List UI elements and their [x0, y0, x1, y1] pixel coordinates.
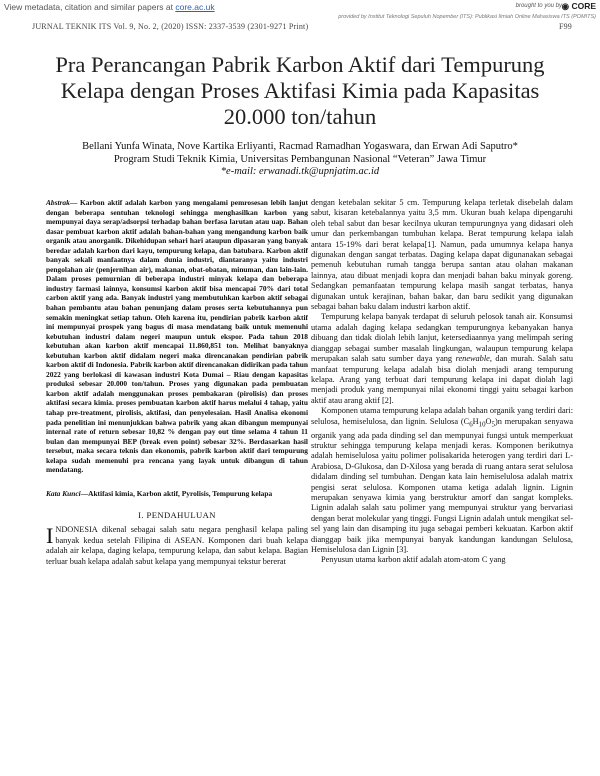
intro-smallcaps: NDONESIA: [55, 525, 98, 535]
paper-title: Pra Perancangan Pabrik Karbon Aktif dari Tempurung Kelapa dengan Proses Aktifasi Kimia pada Kapasitas 20.000 ton/tahun: [55, 52, 545, 129]
email: *e-mail: erwanadi.tk@upnjatim.ac.id: [220, 166, 380, 177]
p3-sub-1: 6: [469, 421, 473, 429]
core-domain-link[interactable]: core.ac.uk: [175, 2, 215, 12]
p3-sub-2: 10: [478, 421, 486, 429]
core-banner: [0, 0, 600, 24]
p3-text-a: Komponen utama tempurung kelapa adalah bahan organik yang terdiri dari: selulosa, hemiselulosa, dan lignin. Selulosa (C: [311, 406, 573, 426]
author-block: [40, 141, 560, 179]
page-number: F99: [558, 22, 572, 31]
section-heading: I. PENDAHULUAN: [138, 510, 216, 521]
view-metadata-link[interactable]: [4, 2, 215, 12]
journal-header: [32, 22, 572, 32]
abstract: [46, 198, 308, 475]
keywords-label: Kata Kunci: [46, 488, 81, 498]
left-column: [46, 198, 308, 567]
intro-paragraph: [46, 525, 308, 567]
brought-to-you-text: brought to you by: [515, 3, 562, 9]
p3-text-c: O: [485, 416, 492, 426]
journal-header-text: JURNAL TEKNIK ITS Vol. 9, No. 2, (2020) ISSN: 2337-3539 (2301-9271 Print): [32, 22, 309, 31]
core-logo-icon: ◉: [561, 1, 572, 11]
right-paragraph-3: [311, 406, 573, 555]
drop-cap: I: [46, 523, 54, 549]
affiliation: Program Studi Teknik Kimia, Universitas Pembangunan Nasional “Veteran” Jawa Timur: [113, 153, 487, 165]
p3-sub-3: 5: [491, 421, 495, 429]
keywords: [46, 489, 308, 499]
right-column: [311, 198, 573, 566]
p3-text-d: )n merupakan senyawa organik yang ada pada dinding sel dan mempunyai fungsi untuk memperkuat struktur sehingga tempurung kelapa menjadi keras. Komponen berikutnya adalah hemiselulosa yaitu polimer polisakarida heterogen yang terdiri dari L-Arabiosa, D-Glukosa, dan D-Xilosa yang berada di ruang antara serat selulosa didalam dinding sel tumbuhan. Dengan kata lain hemiselulosa adalah matrix pengisi serat selulosa. Komponen utama ketiga adalah lignin. Lignin merupakan senyawa kimia yang berstruktur amorf dan sangat kompleks. Lignin adalah salah satu polimer yang mempunyai struktur yang bervariasi dengan berat molekular yang tinggi. Fungsi Lignin adalah untuk mengikat sel-sel yang lain dan disamping itu juga sebagai pemberi kekuatan. Karbon aktif dianggap baik jika mempunyai banyak kandungan kandungan Selulosa, Hemiselulosa dan Lignin [3].: [311, 416, 573, 555]
intro-text: dikenal sebagai salah satu negara penghasil kelapa paling banyak kedua setelah Filipina di ASEAN. Komponen dari buah kelapa adalah air kelapa, daging kelapa, tempurung kelapa, dan sabut kelapa. Bagian terluar buah kelapa adalah sabut kelapa yang mempunyai tekstur bererat: [46, 525, 308, 566]
core-logo-text: CORE: [571, 1, 596, 11]
p3-text-b: H: [472, 416, 479, 426]
right-paragraph-1: dengan ketebalan sekitar 5 cm. Tempurung kelapa terletak disebelah dalam sabut, kisaran ketebalannya yaitu 3,5 mm. Ukuran buah kelapa dipengaruhi oleh tebal sabut dan besar kecilnya ukuran tempurungnya yang didasari oleh umur dan perkembangan tumbuhan kelapa. Berat tempurung kelapa ialah antara 15-19% dari berat kelapa[1]. Namun, pada umumnya kelapa hanya digunakan dengan sangat terbatas. Daging kelapa dapat digunanakan sebagai pemenuh kebutuhan rumah tangga berupa santan atau olahan makanan lainnya, atau dibuat menjadi kopra dan menjadi bahan baku minyak goreng. Sedangkan pemanfaatan tempurung kelapa masih sangat terbatas, hanya digunakan untuk kerajinan, bahan bakar, dan baru sedikit yang digunakan sebagai bahan baku dalam industri karbon aktif.: [311, 198, 573, 312]
abstract-label: Abstrak: [46, 198, 70, 207]
view-metadata-text: View metadata, citation and similar papers at: [4, 2, 176, 12]
author-list: Bellani Yunfa Winata, Nove Kartika Erliyanti, Racmad Ramadhan Yogaswara, dan Erwan Adi Saputro*: [82, 141, 518, 152]
provided-by-text: provided by Institut Teknologi Sepuluh Nopember (ITS): Publikasi Ilmiah Online Mahasiswa ITS (POMITS): [338, 14, 596, 20]
abstract-text: — Karbon aktif adalah karbon yang mengalami pemrosesan lebih lanjut dengan beberapa sentuhan teknologi sehingga menghasilkan karbon yang mempunyai daya serap/adsorpsi terhadap bahan berfasa larutan atau uap. Bahan dasar pembuat karbon aktif adalah bahan-bahan yang mengandung karbon baik organik atau anorganik. Dikehidupan sehari hari ataupun dipasaran yang banyak beredar adalah karbon dari kayu, tempurung kelapa, dan batubara. Karbon aktif banyak sekali manfaatnya dalam dunia industri, diantaranya yaitu industri pengolahan air (penjernihan air), makanan, obat-obatan, minuman, dan lain-lain. Dalam proses pemurnian di beberapa industri minyak kelapa dan beberapa industry farmasi lainnya, konsumsi karbon aktif bisa mencapai 70% dari total carbon aktif yang ada. Banyak industri yang membutuhkan karbon aktif sebagai bahan pembantu atau bahan penunjang dalam proses serta kebutuhannya pun semakin meningkat setiap tahun. Oleh karena itu, pendirian pabrik karbon aktif ini mempunyai prospek yang bagus di masa mendatang baik untuk memenuhi kebutuhan industri dalam negeri maupun untuk ekspor. Pada tahun 2018 kebutuhan akan karbon aktif mencapai 11.860,851 ton. Melihat banyaknya kebutuhan karbon aktif didalam negeri maka direncanakan pendirian pabrik karbon aktif di Indonesia. Pabrik karbon aktif direncanakan didirikan pada tahun 2022 yang berlokasi di kawasan industri Kota Dumai – Riau dengan kapasitas produksi sebesar 20.000 ton/tahun. Proses yang digunakan pada pembuatan karbon aktif adalah menggunakan proses pembakaran (pirolisis) dan proses aktifasi secara kimia. proses pembuatan karbon aktif harus melalui 4 tahap, yaitu tahap pre-treatment, pirolisis, aktifasi, dan penyelesaian. Hasil Analisa ekonomi pada penelitian ini menunjukkan bahwa pabrik yang akan dibangun mempunyai internal rate of return sebesar 10,82 % dengan pay out time selama 4 tahun 11 bulan dan mempunyai BEP (break even point) sebesar 32%. Berdasarkan hasil tersebut, maka secara teknis dan ekonomis, pabrik karbon aktif dari tempurung kelapa sudah memenuhi pra rencana yang layak untuk dibangun di tahun mendatang.: [46, 198, 308, 475]
p2-text-b: , dan murah. Salah satu manfaat tempurung kelapa adalah bisa diolah menjadi arang tempurung kelapa. Arang yang terbuat dari tempurung kelapa ini dapat diolah lagi menjadi produk yang mempunyai nilai ekonomi tinggi yaitu sebagai karbon aktif atau arang aktif [2].: [311, 354, 573, 405]
p2-text-a: Tempurung kelapa banyak terdapat di seluruh pelosok tanah air. Konsumsi utama adalah daging kelapa sedangkan tempurungnya kebanyakan hanya dibuang dan tidak diolah lebih lanjut, ketersediaannya yang melimpah sering dianggap sebagai sumber masalah lingkungan, walaupun tempurung kelapa merupakan salah satu sumber daya yang: [311, 312, 573, 364]
core-logo[interactable]: [562, 1, 596, 12]
right-paragraph-2: [311, 312, 573, 406]
keywords-text: —Aktifasi kimia, Karbon aktif, Pyrolisis, Tempurung kelapa: [80, 488, 273, 498]
right-paragraph-4: Penyusun utama karbon aktif adalah atom-atom C yang: [321, 555, 506, 565]
p2-italic: renewable: [455, 354, 490, 364]
